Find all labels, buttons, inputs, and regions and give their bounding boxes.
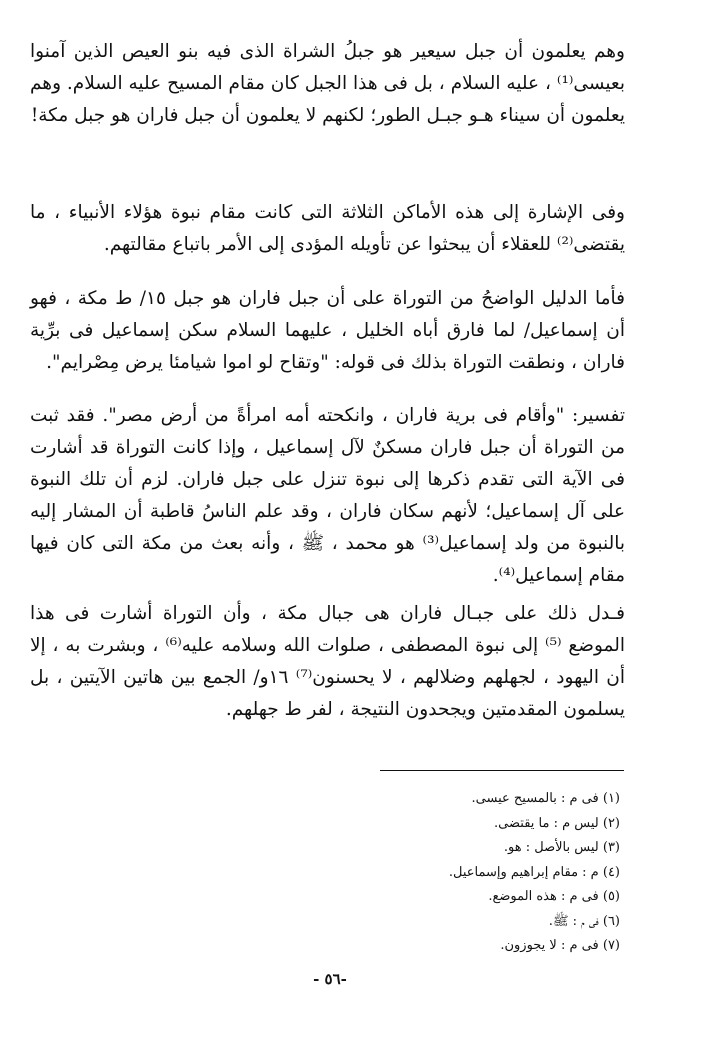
footnote-1: (١) فى م : بالمسيح عيسى. <box>471 791 620 806</box>
body-paragraph-5 <box>30 598 625 726</box>
paragraph-text: وهم يعلمون أن جبل سيعير هو جبلُ الشراة الذى فيه بنو العيص الذين آمنوا بعيسى⁽¹⁾ ، عليه السلام ، بل فى هذا الجبل كان مقام المسيح عليه السلام. وهم يعلمون أن سيناء هـو جبـل الطور؛ لكنهم لا يعلمون أن جبل فاران هو جبل مكة! <box>30 41 625 126</box>
footnote-4: (٤) م : مقام إبراهيم وإسماعيل. <box>448 864 620 880</box>
body-paragraph-3 <box>30 283 625 379</box>
footnote-5: (٥) فى م : هذه الموضع. <box>488 889 620 904</box>
footnotes-list <box>200 787 620 959</box>
page-number: -٥٦ - <box>313 970 347 988</box>
paragraph-text: تفسير: "وأقام فى برية فاران ، وانكحته أمه امرأةً من أرض مصر". فقد ثبت من التوراة أن جبل فاران مسكنٌ لآل إسماعيل ، وإذا كانت التوراة قد أشارت فى الآية التى تقدم ذكرها إلى نبوة تنزل على جبل فاران. لزم أن تلك النبوة على آل إسماعيل؛ لأنهم سكان فاران ، وقد علم الناسُ قاطبة أن المشار إليه بالنبوة من ولد إسماعيل⁽³⁾ هو محمد ، ﷺ ، وأنه بعث من مكة التى كان فيها مقام إسماعيل⁽⁴⁾. <box>30 405 625 586</box>
footnote-3: (٣) ليس بالأصل : هو. <box>503 840 620 855</box>
footnote-2: (٢) ليس م : ما يقتضى. <box>494 815 620 831</box>
body-paragraph-2 <box>30 197 625 261</box>
paragraph-text: فـدل ذلك على جبـال فاران هى جبال مكة ، وأن التوراة أشارت فى هذا الموضع ⁽⁵⁾ إلى نبوة المصطفى ، صلوات الله وسلامه عليه⁽⁶⁾ ، وبشرت به ، إلا أن اليهود ، لجهلهم وضلالهم ، لا يحسنون⁽⁷⁾ ١٦و/ الجمع بين هاتين الآيتين ، بل يسلمون المقدمتين ويجحدون النتيجة ، لفر ط جهلهم. <box>30 603 626 720</box>
paragraph-text: فأما الدليل الواضحُ من التوراة على أن جبل فاران هو جبل ١٥/ ط مكة ، فهو أن إسماعيل/ لما فارق أباه الخليل ، عليهما السلام سكن إسماعيل فى برِّية فاران ، ونطقت التوراة بذلك فى قوله: "وتقاح لو اموا شيامئا يرض مِصْرايم". <box>30 288 625 373</box>
paragraph-text: وفى الإشارة إلى هذه الأماكن الثلاثة التى كانت مقام نبوة هؤلاء الأنبياء ، ما يقتضى⁽²⁾ للعقلاء أن يبحثوا عن تأويله المؤدى إلى الأمر باتباع مقالتهم. <box>30 202 625 255</box>
footnote-divider <box>380 770 624 771</box>
body-paragraph-4 <box>30 400 625 592</box>
body-paragraph-1 <box>30 36 625 132</box>
footnote-7: (٧) فى م : لا يجوزون. <box>500 938 620 953</box>
footnote-6: (٦) فى م : ﷺ. <box>548 913 620 929</box>
